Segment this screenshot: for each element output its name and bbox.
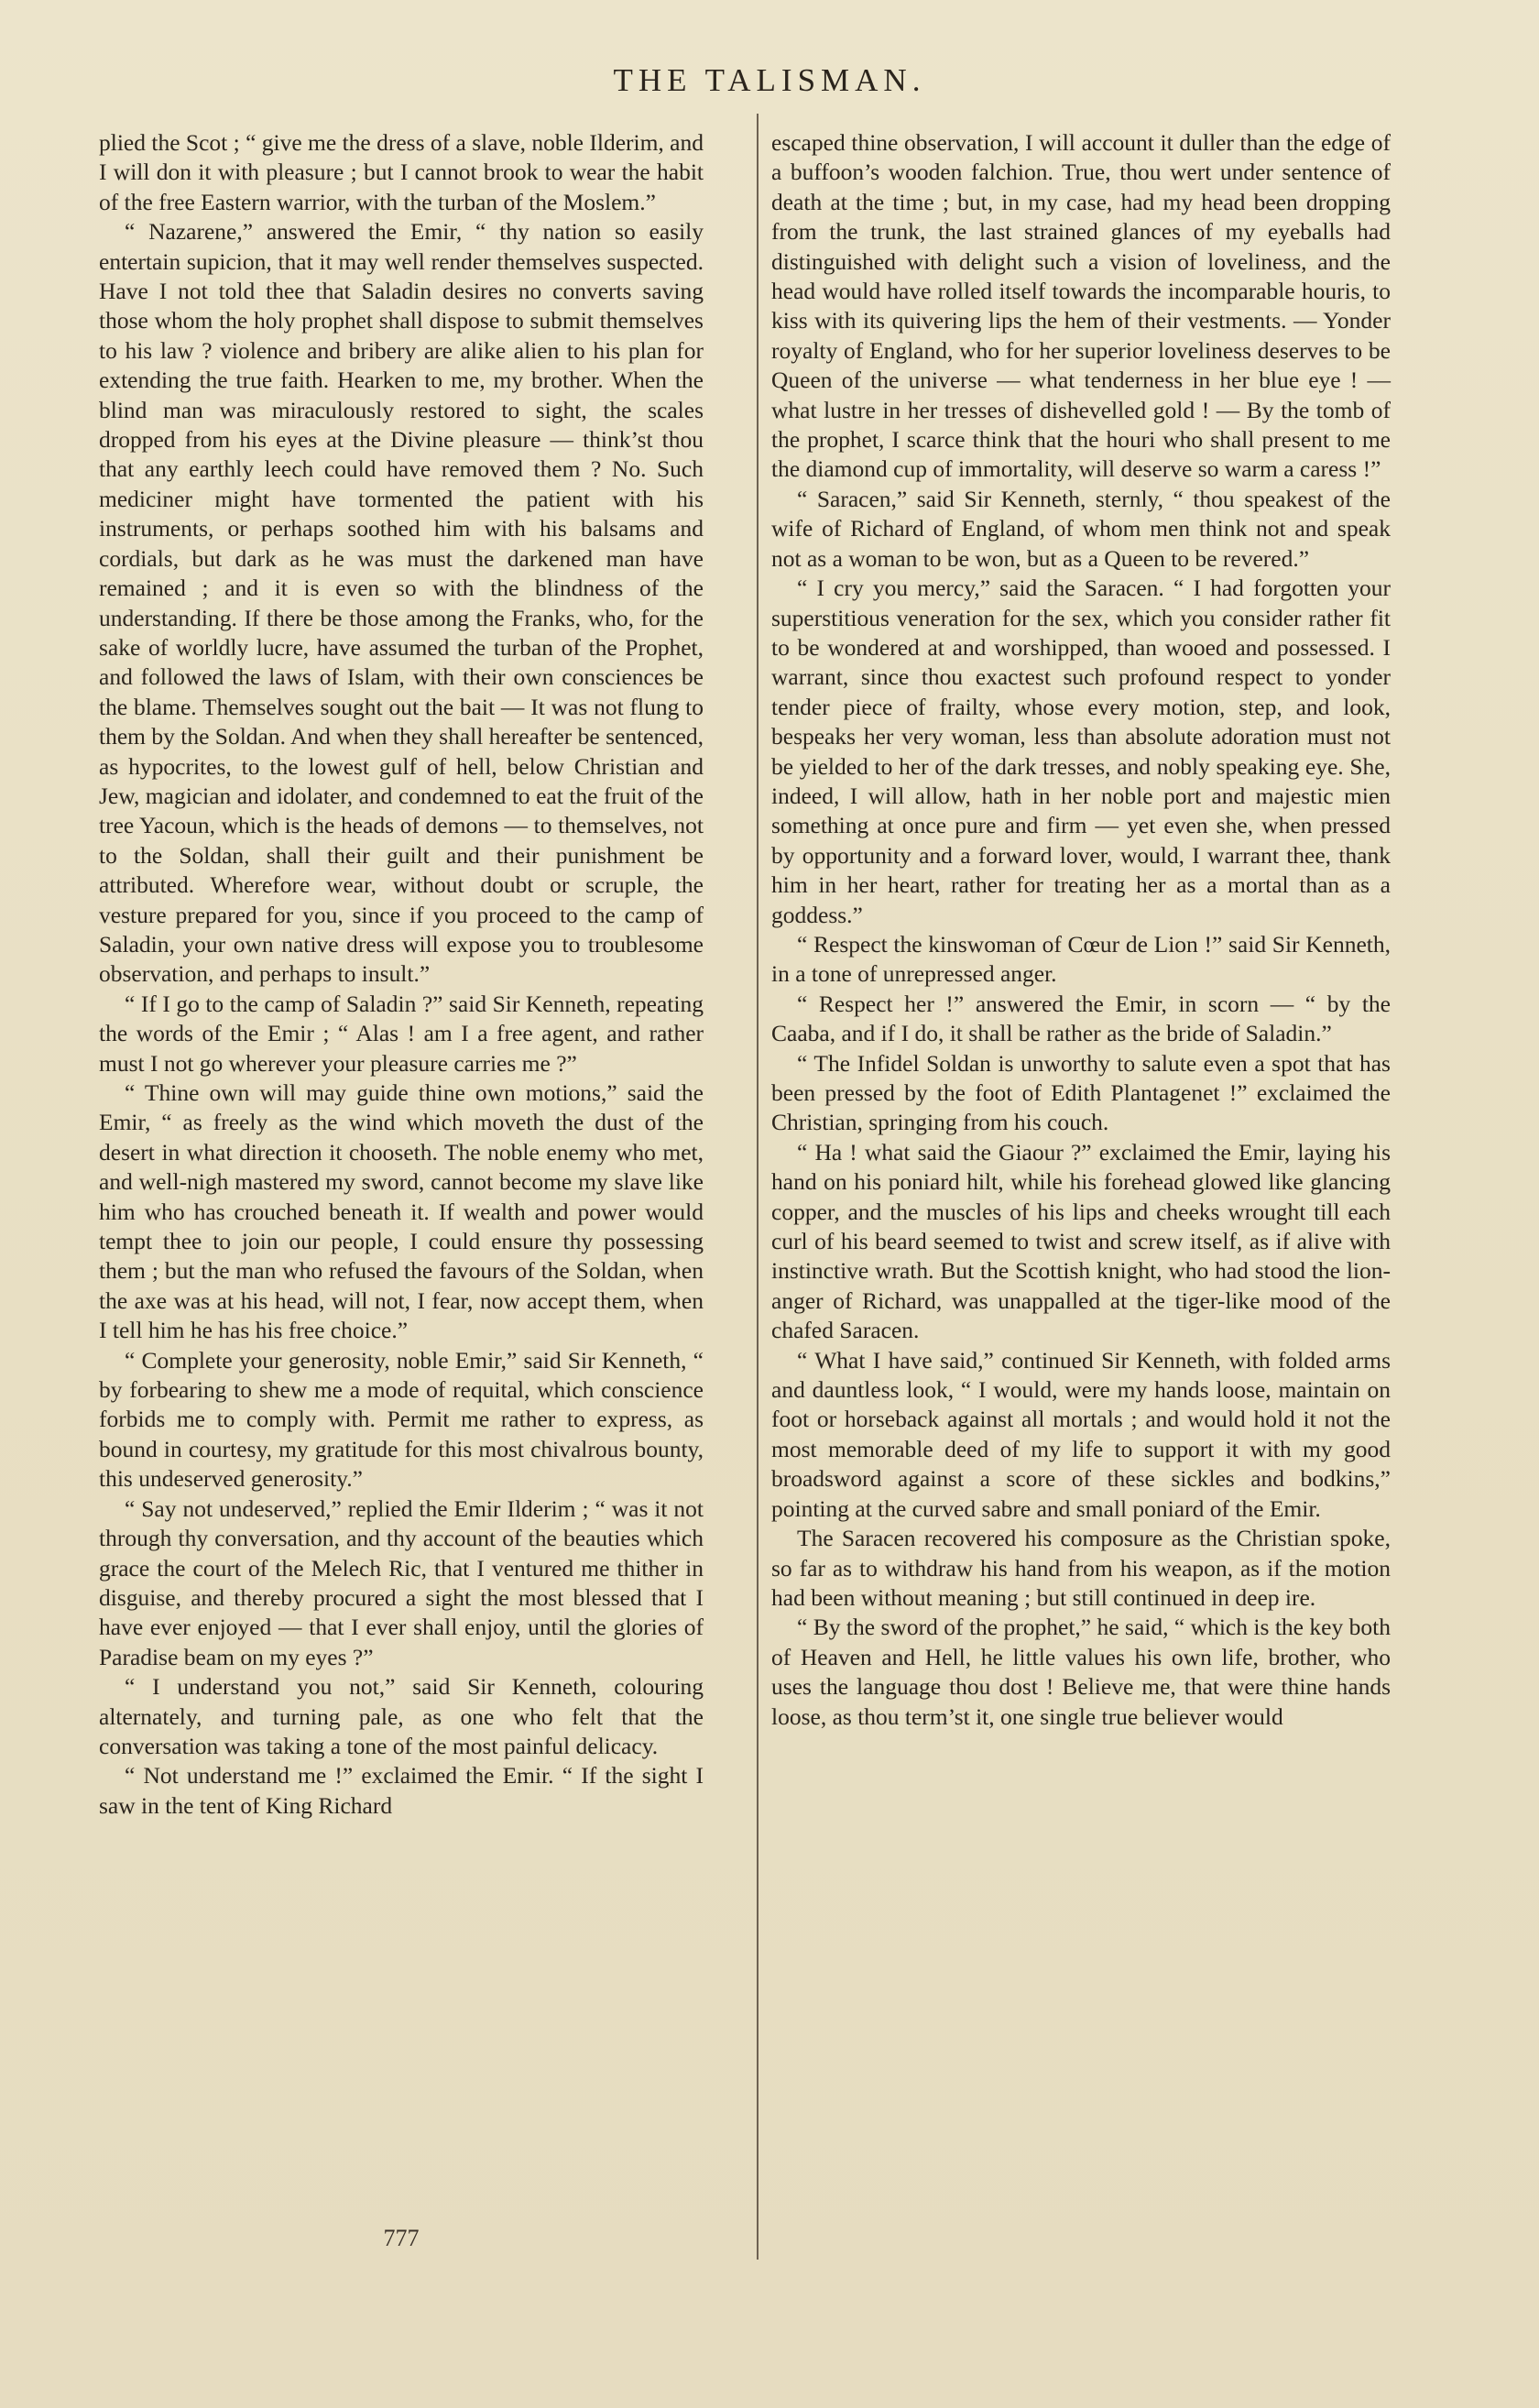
paragraph: “ The Infidel Soldan is unworthy to salute even a spot that has been pressed by the foot of Edith Plantagenet !” exclaimed the Christian, springing from his couch. <box>771 1049 1391 1136</box>
paragraph: “ Say not undeserved,” replied the Emir Ilderim ; “ was it not through thy conversation, and thy account of the beauties which grace the court of the Melech Ric, that I ventured me thither in disguise, and thereby procured a sight the most blessed that I have ever enjoyed — that I ever shall enjoy, until the glories of Paradise beam on my eyes ?” <box>99 1494 704 1670</box>
page-number: 777 <box>383 2225 420 2251</box>
paragraph: “ What I have said,” continued Sir Kenneth, with folded arms and dauntless look, “ I would, were my hands loose, maintain on foot or horseback against all mortals ; and would hold it not the most memorable deed of my life to support it with my good broadsword against a score of these sickles and bodkins,” pointing at the curved sabre and small poniard of the Emir. <box>771 1346 1391 1522</box>
paragraph: “ Thine own will may guide thine own motions,” said the Emir, “ as freely as the wind which moveth the dust of the desert in what direction it chooseth. The noble enemy who met, and well-nigh mastered my sword, cannot become my slave like him who has crouched beneath it. If wealth and power would tempt thee to join our people, I could ensure thy possessing them ; but the man who refused the favours of the Soldan, when the axe was at his head, will not, I fear, now accept them, when I tell him he has his free choice.” <box>99 1079 704 1344</box>
paragraph: “ If I go to the camp of Saladin ?” said Sir Kenneth, repeating the words of the Emir ; “ Alas ! am I a free agent, and rather must I not go wherever your pleasure carries me ?” <box>99 990 704 1077</box>
paragraph: escaped thine observation, I will account it duller than the edge of a buffoon’s wooden falchion. True, thou wert under sentence of death at the time ; but, in my case, had my head been dropping from the trunk, the last strained glances of my eyeballs had distinguished with delight such a vision of loveliness, and the head would have rolled itself towards the incomparable houris, to kiss with its quivering lips the hem of their vestments. — Yonder royalty of England, who for her superior loveliness deserves to be Queen of the universe — what tenderness in her blue eye ! — what lustre in her tresses of dishevelled gold ! — By the tomb of the prophet, I scarce think that the houri who shall present to me the diamond cup of immortality, will deserve so warm a caress !” <box>771 129 1391 483</box>
paragraph: “ Complete your generosity, noble Emir,” said Sir Kenneth, “ by forbearing to shew me a mode of requital, which conscience forbids me to comply with. Permit me rather to express, as bound in courtesy, my gratitude for this most chivalrous bounty, this undeserved generosity.” <box>99 1346 704 1493</box>
paragraph: “ I understand you not,” said Sir Kenneth, colouring alternately, and turning pale, as one who felt that the conversation was taking a tone of the most painful delicacy. <box>99 1673 704 1759</box>
paragraph: “ Respect her !” answered the Emir, in scorn — “ by the Caaba, and if I do, it shall be rather as the bride of Saladin.” <box>771 990 1391 1047</box>
paragraph: “ Saracen,” said Sir Kenneth, sternly, “ thou speakest of the wife of Richard of England, of whom men think not and speak not as a woman to be won, but as a Queen to be revered.” <box>771 485 1391 572</box>
paragraph: “ Not understand me !” exclaimed the Emir. “ If the sight I saw in the tent of King Richard <box>99 1762 704 1819</box>
left-column <box>99 128 704 1821</box>
paragraph: “ I cry you mercy,” said the Saracen. “ I had forgotten your superstitious veneration for the sex, which you consider rather fit to be wondered at and worshipped, than wooed and possessed. I warrant, since thou exactest such profound respect to yonder tender piece of frailty, whose every motion, step, and look, bespeaks her very woman, less than absolute adoration must not be yielded to her of the dark tresses, and nobly speaking eye. She, indeed, I will allow, hath in her noble port and majestic mien something at once pure and firm — yet even she, when pressed by opportunity and a forward lover, would, I warrant thee, thank him in her heart, rather for treating her as a mortal than as a goddess.” <box>771 575 1391 928</box>
column-divider <box>757 114 759 2260</box>
paragraph: The Saracen recovered his composure as the Christian spoke, so far as to withdraw his hand from his weapon, as if the motion had been without meaning ; but still continued in deep ire. <box>771 1525 1391 1611</box>
paragraph: “ By the sword of the prophet,” he said, “ which is the key both of Heaven and Hell, he little values his own life, brother, who uses the language thou dost ! Believe me, that were thine hands loose, as thou term’st it, one single true believer would <box>771 1614 1391 1730</box>
running-header: THE TALISMAN. <box>613 62 926 98</box>
paragraph: plied the Scot ; “ give me the dress of a slave, noble Ilderim, and I will don it with pleasure ; but I cannot brook to wear the habit of the free Eastern warrior, with the turban of the Moslem.” <box>99 129 704 215</box>
paragraph: “ Respect the kinswoman of Cœur de Lion !” said Sir Kenneth, in a tone of unrepressed anger. <box>771 930 1391 988</box>
paragraph: “ Nazarene,” answered the Emir, “ thy nation so easily entertain supicion, that it may well render themselves suspected. Have I not told thee that Saladin desires no converts saving those whom the holy prophet shall dispose to submit themselves to his law ? violence and bribery are alike alien to his plan for extending the true faith. Hearken to me, my brother. When the blind man was miraculously restored to sight, the scales dropped from his eyes at the Divine pleasure — think’st thou that any earthly leech could have removed them ? No. Such mediciner might have tormented the patient with his instruments, or perhaps soothed him with his balsams and cordials, but dark as he was must the darkened man have remained ; and it is even so with the blindness of the understanding. If there be those among the Franks, who, for the sake of worldly lucre, have assumed the turban of the Prophet, and followed the laws of Islam, with their own consciences be the blame. Themselves sought out the bait — It was not flung to them by the Soldan. And when they shall hereafter be sentenced, as hypocrites, to the lowest gulf of hell, below Christian and Jew, magician and idolater, and condemned to eat the fruit of the tree Yacoun, which is the heads of demons — to themselves, not to the Soldan, shall their guilt and their punishment be attributed. Wherefore wear, without doubt or scruple, the vesture prepared for you, since if you proceed to the camp of Saladin, your own native dress will expose you to troublesome observation, and perhaps to insult.” <box>99 218 704 988</box>
paragraph: “ Ha ! what said the Giaour ?” exclaimed the Emir, laying his hand on his poniard hilt, while his forehead glowed like glancing copper, and the muscles of his lips and cheeks wrought till each curl of his beard seemed to twist and screw itself, as if alive with instinctive wrath. But the Scottish knight, who had stood the lion-anger of Richard, was unappalled at the tiger-like mood of the chafed Saracen. <box>771 1138 1391 1344</box>
right-column <box>771 128 1391 1732</box>
